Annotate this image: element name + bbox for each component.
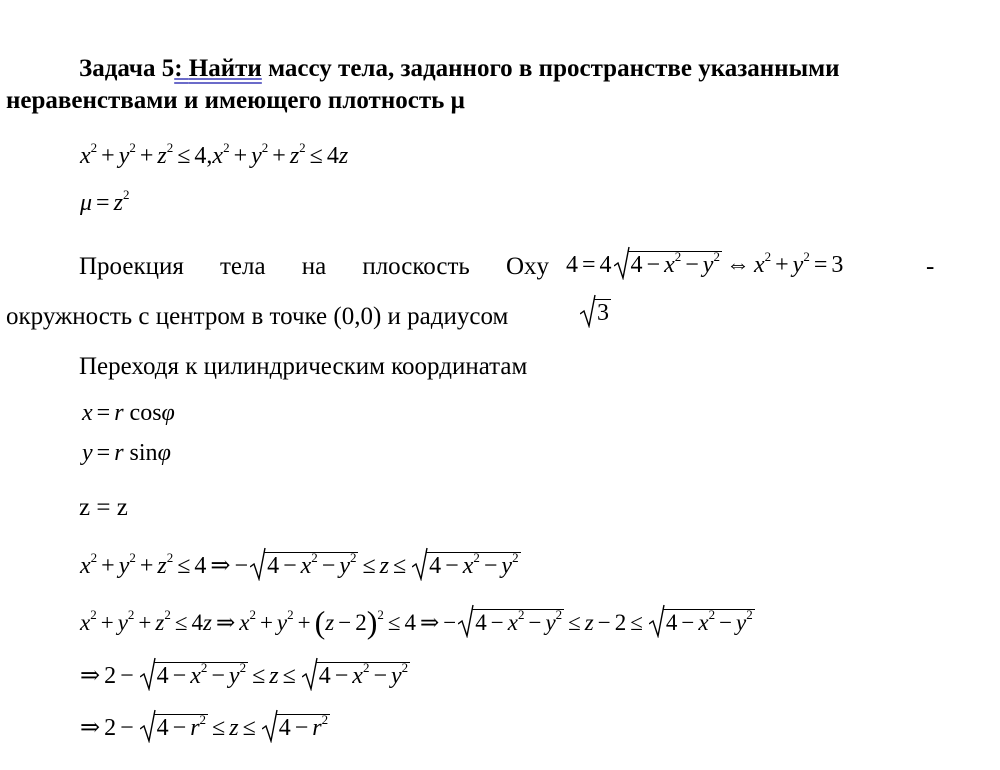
x-equation: x = r cosφ (82, 400, 175, 426)
derivation-line-3: ⇒ 2 − $4 - x^2 - y^2 \le z$ ≤ $4 - x^2 - y^2$ (80, 660, 409, 689)
projection-text: Проекция тела на плоскость Oxy (79, 253, 549, 280)
task-colon: : Найти (174, 55, 262, 82)
projection-radius: 3 (578, 298, 611, 328)
projection-equation: 4 = 4 $4 - x^2 - y^2$ ⇔ $x^2 + y^2 = 3$ (566, 249, 844, 278)
cylindrical-intro: Переходя к цилиндрическим координатам (79, 353, 528, 380)
projection-dash: - (926, 253, 935, 280)
derivation-line-2: $x^2 + y^2 + z^2 \le 4z$ ⇒ $x^2 + y^2 + (z - 2)^2 \le 4$ ⇒ − $4 - x^2 - y^2 \le z - 2$ ≤ $4 - x^2 - y^2$ (80, 604, 753, 640)
task-title-line2: неравенствами и имеющего плотность μ (6, 87, 465, 114)
task-find-word: Найти (188, 55, 262, 82)
task-title-line1 (79, 54, 840, 84)
task-rest: массу тела, заданного в пространстве указанными (261, 55, 840, 82)
derivation-line-4: ⇒ 2 − $4 - r^2 \le z$ ≤ $4 - r^2$ (80, 712, 329, 741)
inequalities-formula: $x^2 + y^2 + z^2 \le 4,x^2 + y^2 + z^2 \le 4z$ (80, 140, 349, 169)
y-equation: y = r sinφ (82, 440, 171, 466)
density-formula: $\mu = z^2$ (80, 187, 130, 216)
derivation-line-1: $x^2 + y^2 + z^2 \le 4$ ⇒ − $4 - x^2 - y^2 \le z$ ≤ $4 - x^2 - y^2$ (80, 550, 519, 579)
task-prefix: Задача 5 (79, 55, 175, 82)
projection-line2: окружность с центром в точке (0,0) и радиусом (6, 303, 509, 330)
z-equation: z = z (79, 494, 128, 521)
